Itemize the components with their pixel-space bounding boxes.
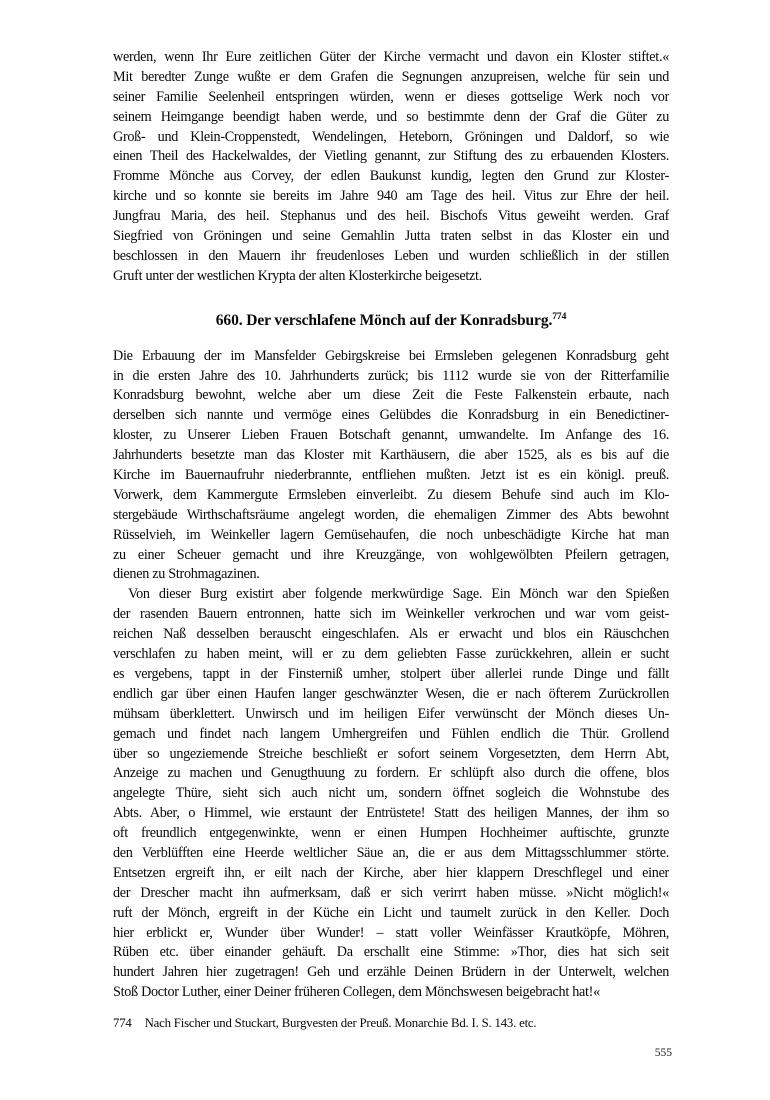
text-block [113, 48, 669, 1031]
text-line: den Verblüfften eine Heerde weltlicher Säue an, die er aus dem Mittagsschlummer störte. [113, 844, 669, 861]
paragraph [113, 585, 669, 1003]
text-line: reichen Naß desselben berauscht eingeschlafen. Als er erwacht und blos ein Räuschchen [113, 626, 669, 643]
text-line: angelegte Thüre, sieht sich auch nicht um, sondern öffnet sogleich die Wohnstube des [113, 785, 669, 802]
text-line: Stoß Doctor Luther, einer Deiner früheren Collegen, dem Mönchswesen beigebracht hat!« [113, 984, 600, 1001]
text-line: ruft der Mönch, ergreift in der Küche ein Licht und taumelt zurück in den Keller. Doch [113, 904, 669, 921]
text-line: seinem Heimgange beendigt haben werde, und so bestimmte denn der Graf die Güter zu [113, 108, 669, 125]
text-line: endlich gar über einen Haufen langer geschwänzter Wesen, die er nach öfterem Zurückrollen [113, 685, 669, 702]
text-line: einen Theil des Hackelwaldes, der Vietling genannt, zur Stiftung des zu erbauenden Klosters. [113, 148, 669, 165]
text-line: kirche und so konnte sie bereits im Jahre 940 am Tage des heil. Vitus zur Ehre der heil. [113, 188, 669, 205]
text-line: Entsetzen ergreift ihn, er eilt nach der Kirche, aber hier klappern Dreschflegel und einer [113, 864, 669, 881]
text-line: Jungfrau Maria, des heil. Stephanus und des heil. Bischofs Vitus geweiht werden. Graf [113, 208, 669, 225]
text-line: Siegfried von Gröningen und seine Gemahlin Jutta traten selbst in das Kloster ein und [113, 228, 669, 245]
text-line: verschlafen zu haben meint, will er zu dem geliebten Fasse zurückkehren, allein er sucht [113, 646, 669, 663]
text-line: derselben sich nannte und vermöge eines Gelübdes die Konradsburg in ein Benedictiner- [113, 407, 669, 424]
text-line: der rasenden Bauern entronnen, hatte sich im Weinkeller verkrochen und war vom geist- [113, 606, 669, 623]
text-line: Groß- und Klein-Croppenstedt, Wendelingen, Heteborn, Gröningen und Daldorf, so wie [113, 128, 669, 145]
text-line: Abts. Aber, o Himmel, wie erstaunt der Entrüstete! Statt des heiligen Mannes, der ihm so [113, 805, 669, 822]
section-heading [113, 311, 669, 331]
text-line: gemach und findet nach langem Umhergreifen und Fühlen endlich die Thür. Grollend [113, 725, 669, 742]
text-line: Rüsselvieh, im Weinkeller lagern Gemüsehaufen, die noch unbeschädigte Kirche hat man [113, 526, 669, 543]
text-line: Gruft unter der westlichen Krypta der alten Klosterkirche beigesetzt. [113, 267, 482, 284]
section-heading-title: 660. Der verschlafene Mönch auf der Konradsburg. [215, 311, 553, 329]
text-line: über so ungeziemende Streiche beschließt er sofort seinem Vorgesetzten, dem Herrn Abt, [113, 745, 669, 762]
text-line: oft freundlich entgegenwinkte, wenn er einen Humpen Hochheimer auftischte, grunzte [113, 825, 669, 842]
text-line: in die ersten Jahre des 10. Jahrhunderts zurück; bis 1112 wurde sie von der Ritterfamilie [113, 367, 669, 384]
text-line: dienen zu Strohmagazinen. [113, 566, 260, 583]
text-line: hundert Jahren hier zugetragen! Geh und erzähle Deinen Brüdern in der Unterwelt, welchen [113, 964, 669, 981]
page-number: 555 [654, 1047, 672, 1059]
text-line: der Drescher macht ihn aufmerksam, daß er sich verirrt haben müsse. »Nicht möglich!« [113, 884, 669, 901]
text-line: mühsam überklettert. Unwirsch und im heiligen Eifer verwünscht der Mönch dieses Un- [113, 705, 669, 722]
text-line: Rüben etc. über einander gehäuft. Da erschallt eine Stimme: »Thor, dies hat sich seit [113, 944, 669, 961]
text-line: Jahrhunderts besetzte man das Kloster mit Karthäusern, die aber 1525, als es bis auf die [113, 447, 669, 464]
text-line: Die Erbauung der im Mansfelder Gebirgskreise bei Ermsleben gelegenen Konradsburg geht [113, 347, 669, 364]
text-line: Mit beredter Zunge wußte er dem Grafen die Segnungen anzupreisen, welche für sein und [113, 68, 669, 85]
text-line: Vorwerk, dem Kammergute Ermsleben einverleibt. Zu diesem Behufe sind auch im Klo- [113, 486, 669, 503]
text-line: Konradsburg bewohnt, welche aber um diese Zeit die Feste Falkenstein erbaute, nach [113, 387, 669, 404]
text-line: Kirche im Bauernaufruhr niederbrannte, entfliehen mußten. Jetzt ist es ein königl. preuß. [113, 467, 669, 484]
paragraph [113, 48, 669, 287]
text-line: zu einer Scheuer gemacht und ihre Kreuzgänge, von wohlgewölbten Pfeilern getragen, [113, 546, 669, 563]
text-line: Von dieser Burg existirt aber folgende merkwürdige Sage. Ein Mönch war den Spießen [128, 586, 669, 603]
footnote-text: Nach Fischer und Stuckart, Burgvesten der Preuß. Monarchie Bd. I. S. 143. etc. [144, 1016, 537, 1031]
text-line: kloster, zu Unserer Lieben Frauen Botschaft genannt, umwandelte. Im Anfange des 16. [113, 427, 669, 444]
text-line: Anzeige zu machen und Genugthuung zu fordern. Er schlüpft also durch die offene, blos [113, 765, 669, 782]
text-line: es vergebens, tappt in der Finsterniß umher, stolpert über allerlei runde Dinge und fällt [113, 665, 669, 682]
paragraph [113, 347, 669, 586]
text-line: werden, wenn Ihr Eure zeitlichen Güter der Kirche vermacht und davon ein Kloster stiftet.« [113, 49, 669, 65]
footnote-reference: 774 [552, 311, 567, 322]
text-line: stergebäude Wirthschaftsräume angelegt worden, die ehemaligen Zimmer des Abts bewohnt [113, 506, 669, 523]
text-line: beschlossen in den Mauern ihr freudenloses Leben und wurden schließlich in der stillen [113, 247, 669, 264]
blocks-container [113, 48, 669, 1003]
footnote [113, 1015, 669, 1031]
text-line: seiner Familie Seelenheil entspringen würden, wenn er dieses gottselige Werk noch vor [113, 88, 669, 105]
text-line: Fromme Mönche aus Corvey, der edlen Baukunst kundig, legten den Grund zur Kloster- [113, 168, 669, 185]
text-line: hier erblickt er, Wunder über Wunder! – statt voller Weinfässer Krautköpfe, Möhren, [113, 924, 669, 941]
footnote-marker: 774 [113, 1016, 132, 1031]
